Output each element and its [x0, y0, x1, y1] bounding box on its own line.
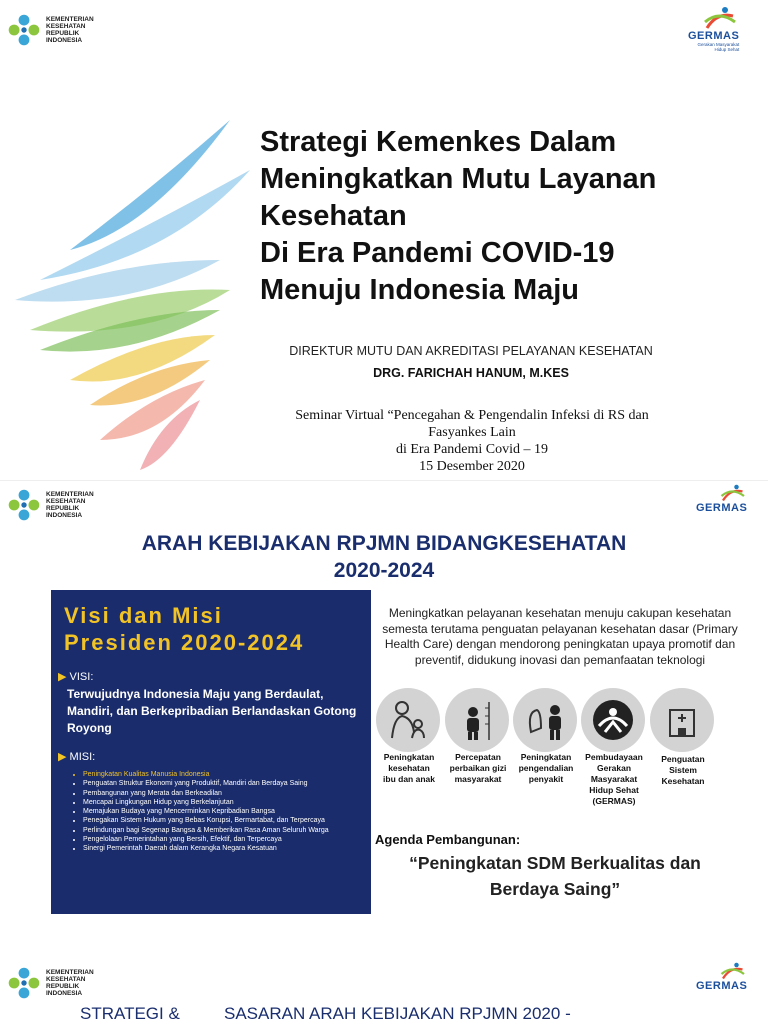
kemenkes-emblem-icon — [6, 965, 42, 1001]
hospital-icon — [650, 688, 714, 752]
misi-item: • Perlindungan bagi Segenap Bangsa & Memberikan Rasa Aman Seluruh Warga — [83, 826, 383, 835]
mother-child-icon — [376, 688, 440, 752]
icon-caption-5: Penguatan Sistem Kesehatan — [661, 754, 705, 786]
kemenkes-text-2: KEMENTERIAN KESEHATAN REPUBLIK INDONESIA — [46, 491, 94, 519]
visi-misi-heading: Visi dan Misi Presiden 2020-2024 — [64, 603, 305, 655]
seminar-info: Seminar Virtual “Pencegahan & Pengendalin Infeksi di RS dan Fasyankes Lain di Era Pandemi Covid – 19 15 Desember 2020 — [295, 408, 649, 474]
slide-divider — [0, 480, 768, 481]
agenda-label: Agenda Pembangunan: — [375, 832, 521, 847]
icon-caption-3: Peningkatan pengendalian penyakit — [518, 752, 574, 784]
icon-caption-2: Percepatan perbaikan gizi masyarakat — [449, 752, 507, 784]
germas-title-2: GERMAS — [696, 502, 748, 514]
kemenkes-emblem-icon — [6, 487, 42, 523]
visi-misi-panel — [51, 590, 371, 914]
lungs-person-icon — [513, 688, 577, 752]
misi-item: • Sinergi Pemerintah Daerah dalam Kerangka Negara Kesatuan — [83, 844, 383, 853]
icon-caption-4: Pembudayaan Gerakan Masyarakat Hidup Sehat (GERMAS) — [585, 752, 643, 806]
rpjmn-title: ARAH KEBIJAKAN RPJMN BIDANGKESEHATAN 2020-2024 — [141, 532, 627, 582]
misi-list — [59, 770, 383, 854]
icon-caption-1: Peningkatan kesehatan ibu dan anak — [383, 752, 435, 784]
germas-logo — [688, 6, 739, 52]
germas-subtitle: Gerakan Masyarakat Hidup Sehat — [697, 42, 740, 52]
germas-figure-icon — [717, 484, 747, 502]
misi-item: • Pembangunan yang Merata dan Berkeadilan — [83, 789, 383, 798]
misi-item: • Penguatan Struktur Ekonomi yang Produktif, Mandiri dan Berdaya Saing — [83, 779, 383, 788]
visi-label: ▶ VISI: — [58, 671, 94, 683]
visi-text: Terwujudnya Indonesia Maju yang Berdaulat, Mandiri, dan Berkepribadian Berlandaskan Gotong Royong — [67, 687, 357, 735]
misi-item: • Pengelolaan Pemerintahan yang Bersih, Efektif, dan Terpercaya — [83, 835, 383, 844]
kemenkes-logo-2 — [6, 487, 94, 523]
agenda-quote: “Peningkatan SDM Berkualitas dan Berdaya Saing” — [409, 853, 701, 899]
kemenkes-text-3: KEMENTERIAN KESEHATAN REPUBLIK INDONESIA — [46, 969, 94, 997]
misi-label: ▶ MISI: — [58, 751, 96, 763]
germas-people-icon — [581, 688, 645, 752]
presenter-name: DRG. FARICHAH HANUM, M.KES — [373, 366, 569, 380]
presentation-title: Strategi Kemenkes Dalam Meningkatkan Mutu Layanan Kesehatan Di Era Pandemi COVID-19 Menuju Indonesia Maju — [260, 126, 657, 306]
policy-description: Meningkatkan pelayanan kesehatan menuju cakupan kesehatan semesta terutama penguatan pelayanan kesehatan dasar (Primary Health Care) dengan mendorong peningkatan upaya promotif dan preventif, didukung inovasi dan pemanfaatan teknologi — [382, 606, 738, 667]
germas-figure-icon — [717, 962, 747, 980]
presenter-position: DIREKTUR MUTU DAN AKREDITASI PELAYANAN KESEHATAN — [289, 344, 653, 358]
germas-logo-3 — [696, 962, 747, 992]
kemenkes-emblem-icon — [6, 12, 42, 48]
target-heading: SASARAN ARAH KEBIJAKAN RPJMN 2020 - — [224, 1004, 571, 1023]
germas-title-3: GERMAS — [696, 980, 748, 992]
misi-item: • Mencapai Lingkungan Hidup yang Berkelanjutan — [83, 798, 383, 807]
child-growth-icon — [445, 688, 509, 752]
kemenkes-logo-3 — [6, 965, 94, 1001]
decorative-petals — [0, 110, 260, 480]
germas-figure-icon — [699, 6, 739, 30]
misi-item: • Memajukan Budaya yang Mencerminkan Kepribadian Bangsa — [83, 807, 383, 816]
misi-item: • Peningkatan Kualitas Manusia Indonesia — [83, 770, 383, 779]
germas-title: GERMAS — [688, 30, 740, 42]
kemenkes-logo — [6, 12, 94, 48]
strategy-heading: STRATEGI & — [80, 1004, 180, 1023]
misi-item: • Penegakan Sistem Hukum yang Bebas Korupsi, Bermartabat, dan Terpercaya — [83, 816, 383, 825]
kemenkes-text: KEMENTERIAN KESEHATAN REPUBLIK INDONESIA — [46, 16, 94, 44]
germas-logo-2 — [696, 484, 747, 514]
